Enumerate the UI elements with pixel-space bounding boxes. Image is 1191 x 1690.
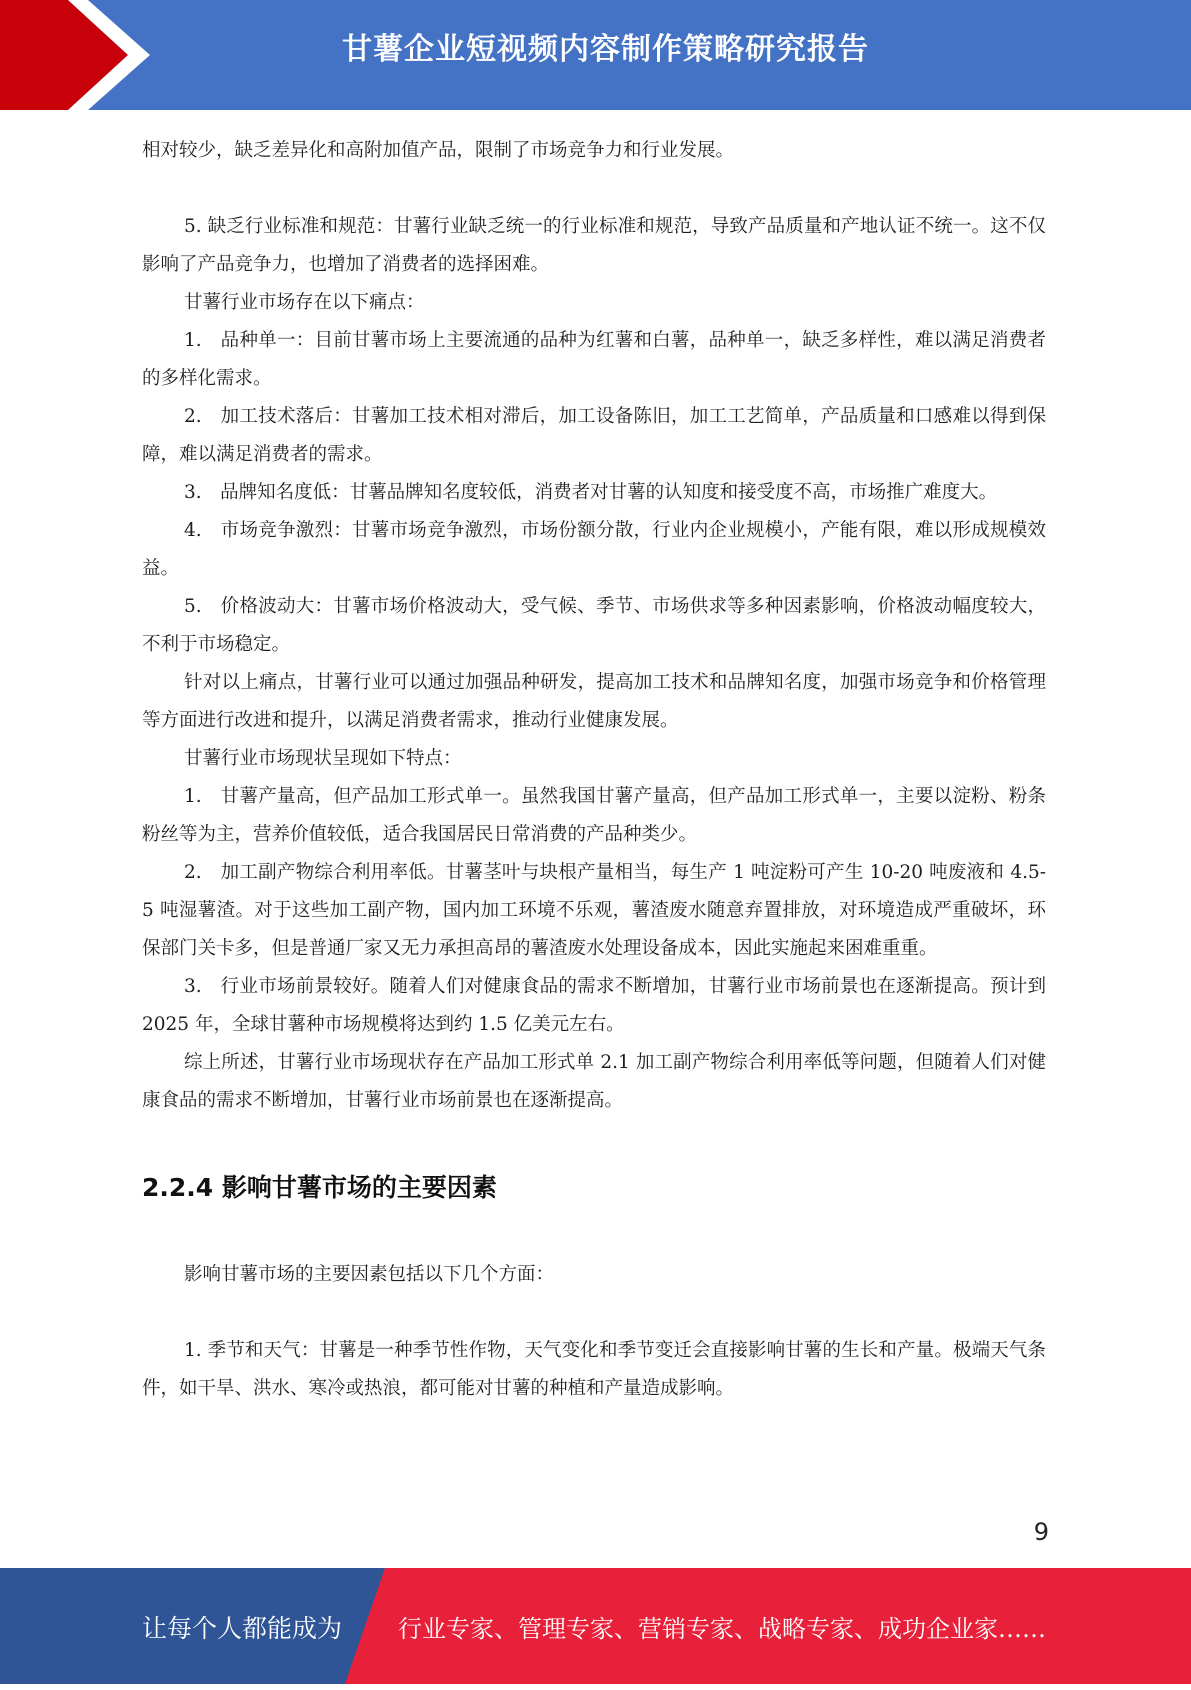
- list-item: 1. 甘薯产量高，但产品加工形式单一。虽然我国甘薯产量高，但产品加工形式单一，主要以淀粉、粉条粉丝等为主，营养价值较低，适合我国居民日常消费的产品种类少。: [142, 786, 1046, 845]
- footer-slogan-right: 行业专家、管理专家、营销专家、战略专家、成功企业家……: [398, 1615, 1046, 1643]
- list-item: 5. 价格波动大：甘薯市场价格波动大，受气候、季节、市场供求等多种因素影响，价格波动幅度较大，不利于市场稳定。: [142, 596, 1046, 655]
- paragraph: 5. 缺乏行业标准和规范：甘薯行业缺乏统一的行业标准和规范，导致产品质量和产地认证不统一。这不仅影响了产品竞争力，也增加了消费者的选择困难。: [142, 216, 1046, 275]
- footer-slogan-left: 让每个人都能成为: [142, 1614, 343, 1643]
- paragraph: 甘薯行业市场现状呈现如下特点：: [184, 748, 462, 769]
- paragraph: 针对以上痛点，甘薯行业可以通过加强品种研发，提高加工技术和品牌知名度，加强市场竞争和价格管理等方面进行改进和提升，以满足消费者需求，推动行业健康发展。: [142, 672, 1046, 731]
- section-heading: 2.2.4 影响甘薯市场的主要因素: [142, 1173, 497, 1202]
- list-item: 3. 行业市场前景较好。随着人们对健康食品的需求不断增加，甘薯行业市场前景也在逐渐提高。预计到 2025 年，全球甘薯种市场规模将达到约 1.5 亿美元左右。: [142, 976, 1046, 1035]
- list-item: 4. 市场竞争激烈：甘薯市场竞争激烈，市场份额分散，行业内企业规模小，产能有限，难以形成规模效益。: [142, 520, 1046, 579]
- paragraph: 综上所述，甘薯行业市场现状存在产品加工形式单 2.1 加工副产物综合利用率低等问题，但随着人们对健康食品的需求不断增加，甘薯行业市场前景也在逐渐提高。: [142, 1052, 1046, 1111]
- paragraph: 甘薯行业市场存在以下痛点：: [184, 292, 425, 313]
- page-number: 9: [1033, 1518, 1049, 1546]
- list-item: 3. 品牌知名度低：甘薯品牌知名度较低，消费者对甘薯的认知度和接受度不高，市场推广难度大。: [184, 482, 998, 503]
- paragraph: 相对较少，缺乏差异化和高附加值产品，限制了市场竞争力和行业发展。: [142, 140, 735, 161]
- header-title: 甘薯企业短视频内容制作策略研究报告: [342, 32, 869, 67]
- page-header: [0, 0, 1191, 110]
- list-item: 2. 加工技术落后：甘薯加工技术相对滞后，加工设备陈旧，加工工艺简单，产品质量和口感难以得到保障，难以满足消费者的需求。: [142, 406, 1046, 465]
- page-content: [142, 132, 1046, 1408]
- paragraph: 影响甘薯市场的主要因素包括以下几个方面：: [184, 1264, 555, 1285]
- page-footer: [0, 1568, 1191, 1684]
- list-item: 1. 品种单一：目前甘薯市场上主要流通的品种为红薯和白薯，品种单一，缺乏多样性，难以满足消费者的多样化需求。: [142, 330, 1046, 389]
- paragraph: 1. 季节和天气：甘薯是一种季节性作物，天气变化和季节变迁会直接影响甘薯的生长和产量。极端天气条件，如干旱、洪水、寒冷或热浪，都可能对甘薯的种植和产量造成影响。: [142, 1340, 1046, 1399]
- list-item: 2. 加工副产物综合利用率低。甘薯茎叶与块根产量相当，每生产 1 吨淀粉可产生 10-20 吨废液和 4.5-5 吨湿薯渣。对于这些加工副产物，国内加工环境不乐观，薯渣废水随意弃置排放，对环境造成严重破坏，环保部门关卡多，但是普通厂家又无力承担高昂的薯渣废水处理设备成本，因此实施起来困难重重。: [142, 862, 1046, 959]
